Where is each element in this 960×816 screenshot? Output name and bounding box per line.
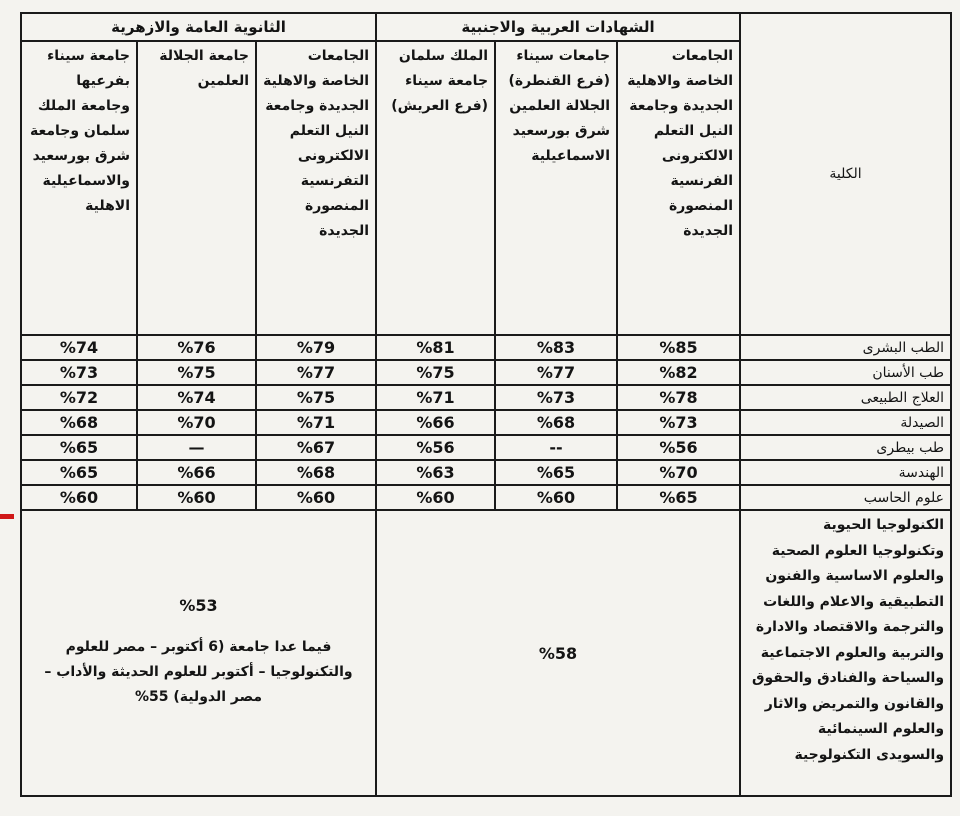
faculty-name: العلاج الطبيعى xyxy=(740,385,951,410)
table-row xyxy=(21,360,951,385)
percentage-cell: %78 xyxy=(617,385,740,410)
percentage-cell: %60 xyxy=(256,485,376,510)
percentage-cell: %63 xyxy=(376,460,495,485)
percentage-cell: %68 xyxy=(495,410,617,435)
column-header: جامعة سيناء بفرعيها وجامعة الملك سلمان وجامعة شرق بورسعيد والاسماعيلية الاهلية xyxy=(21,41,137,335)
general-min-cell xyxy=(21,510,376,796)
percentage-cell: %76 xyxy=(137,335,256,360)
red-marker xyxy=(0,514,14,519)
percentage-cell: %81 xyxy=(376,335,495,360)
percentage-cell: -- xyxy=(495,435,617,460)
percentage-cell: %82 xyxy=(617,360,740,385)
table-row xyxy=(21,385,951,410)
column-header: جامعة الجلالة العلمين xyxy=(137,41,256,335)
percentage-cell: %65 xyxy=(495,460,617,485)
faculty-name: علوم الحاسب xyxy=(740,485,951,510)
table-row xyxy=(21,460,951,485)
percentage-cell: %72 xyxy=(21,385,137,410)
percentage-cell: %65 xyxy=(21,460,137,485)
percentage-cell: %60 xyxy=(376,485,495,510)
table-row xyxy=(21,410,951,435)
general-min: %53 xyxy=(179,596,218,615)
column-header: الجامعات الخاصة والاهلية الجديدة وجامعة النيل التعلم الالكترونى الفرنسية المنصورة الجديدة xyxy=(617,41,740,335)
faculty-name: طب بيطرى xyxy=(740,435,951,460)
percentage-cell: %74 xyxy=(137,385,256,410)
percentage-cell: %77 xyxy=(256,360,376,385)
percentage-cell: %68 xyxy=(21,410,137,435)
percentage-cell: %56 xyxy=(376,435,495,460)
percentage-cell: %68 xyxy=(256,460,376,485)
admission-table xyxy=(20,12,952,797)
percentage-cell: %70 xyxy=(617,460,740,485)
arab-foreign-min: %58 xyxy=(376,510,740,796)
percentage-cell: — xyxy=(137,435,256,460)
table-row xyxy=(21,435,951,460)
group-arab-foreign: الشهادات العربية والاجنبية xyxy=(376,13,740,41)
percentage-cell: %75 xyxy=(256,385,376,410)
column-header: الملك سلمان جامعة سيناء (فرع العريش) xyxy=(376,41,495,335)
faculty-name: الصيدلة xyxy=(740,410,951,435)
percentage-cell: %71 xyxy=(376,385,495,410)
percentage-cell: %73 xyxy=(21,360,137,385)
percentage-cell: %67 xyxy=(256,435,376,460)
percentage-cell: %75 xyxy=(376,360,495,385)
faculty-header: الكلية xyxy=(740,13,951,335)
percentage-cell: %60 xyxy=(21,485,137,510)
percentage-cell: %65 xyxy=(21,435,137,460)
column-header: الجامعات الخاصة والاهلية الجديدة وجامعة النيل التعلم الالكترونى التفرنسية المنصورة الجديدة xyxy=(256,41,376,335)
faculty-name: الهندسة xyxy=(740,460,951,485)
table-row xyxy=(21,485,951,510)
percentage-cell: %65 xyxy=(617,485,740,510)
percentage-cell: %83 xyxy=(495,335,617,360)
percentage-cell: %73 xyxy=(495,385,617,410)
faculty-name: طب الأسنان xyxy=(740,360,951,385)
percentage-cell: %79 xyxy=(256,335,376,360)
percentage-cell: %73 xyxy=(617,410,740,435)
percentage-cell: %56 xyxy=(617,435,740,460)
percentage-cell: %60 xyxy=(495,485,617,510)
general-note: فيما عدا جامعة (6 أكتوبر – مصر للعلوم والتكنولوجيا – أكتوبر للعلوم الحديثة والأداب – مصر الدولية) 55% xyxy=(44,639,353,705)
column-header: جامعات سيناء (فرع القنطرة) الجلالة العلمين شرق بورسعيد الاسماعيلية xyxy=(495,41,617,335)
percentage-cell: %77 xyxy=(495,360,617,385)
percentage-cell: %75 xyxy=(137,360,256,385)
faculty-name: الطب البشرى xyxy=(740,335,951,360)
percentage-cell: %85 xyxy=(617,335,740,360)
percentage-cell: %60 xyxy=(137,485,256,510)
other-faculties: الكنولوجيا الحيوية وتكنولوجيا العلوم الصحية والعلوم الاساسية والفنون التطبيقية والاعلام واللغات والترجمة والاقتصاد والادارة والتربية والعلوم الاجتماعية والسياحة والفنادق والحقوق والقانون والتمريض والاثار والعلوم السينمائية والسويدى التكنولوجية xyxy=(740,510,951,796)
group-general-azhar: الثانوية العامة والازهرية xyxy=(21,13,376,41)
percentage-cell: %74 xyxy=(21,335,137,360)
percentage-cell: %66 xyxy=(137,460,256,485)
percentage-cell: %70 xyxy=(137,410,256,435)
percentage-cell: %66 xyxy=(376,410,495,435)
percentage-cell: %71 xyxy=(256,410,376,435)
table-row xyxy=(21,335,951,360)
